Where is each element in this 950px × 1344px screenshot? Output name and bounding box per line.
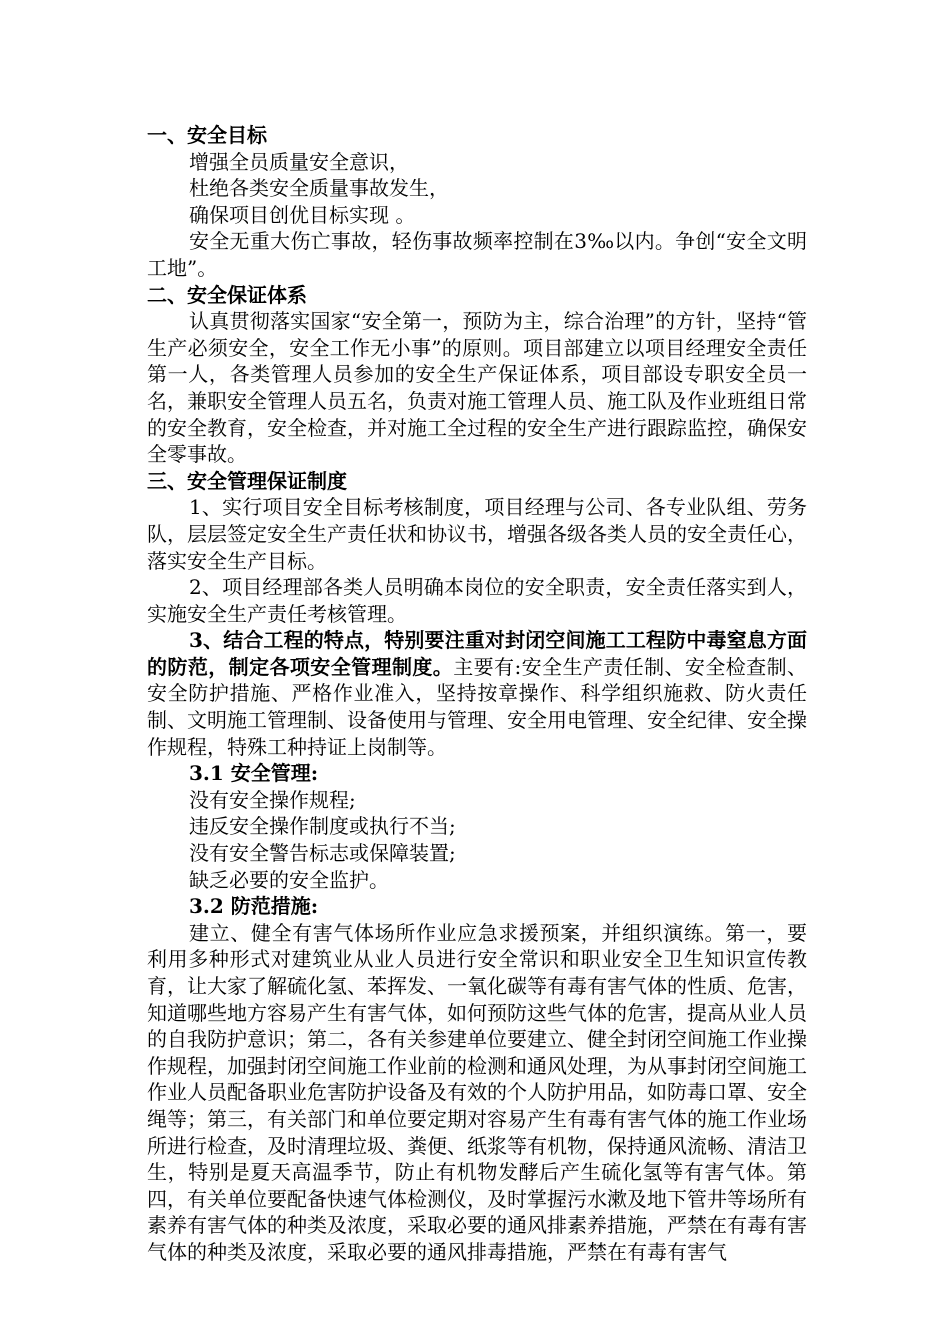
rule-paragraph-2: 2、项目经理部各类人员明确本岗位的安全职责，安全责任落实到人，实施安全生产责任考核管理。: [147, 575, 807, 626]
rule-paragraph-1: 1、实行项目安全目标考核制度，项目经理与公司、各专业队组、劳务队，层层签定安全生产责任状和协议书，增强各级各类人员的安全责任心，落实安全生产目标。: [147, 495, 807, 573]
rule-paragraph-3-emphasis: 3、结合工程的特点，特别要注重对封闭空间施工工程防中毒窒息方面的防范，制定各项安全管理制度。: [147, 628, 807, 679]
system-paragraph: 认真贯彻落实国家“安全第一，预防为主，综合治理”的方针，坚持“管生产必须安全，安全工作无小事”的原则。项目部建立以项目经理安全责任第一人，各类管理人员参加的安全生产保证体系，项目部设专职安全员一名，兼职安全管理人员五名，负责对施工管理人员、施工队及作业班组日常的安全教育，安全检查，并对施工全过程的安全生产进行跟踪监控，确保安全零事故。: [147, 309, 807, 467]
hazard-line: 违反安全操作制度或执行不当;: [189, 814, 456, 839]
section-heading: 三、安全管理保证制度: [147, 468, 347, 493]
rule-paragraph-3-rest: 主要有:安全生产责任制、安全检查制、安全防护措施、严格作业准入，坚持按章操作、科学组织施救、防火责任制、文明施工管理制、设备使用与管理、安全用电管理、安全纪律、安全操作规程，特殊工种持证上岗制等。: [147, 654, 807, 759]
hazard-line: 缺乏必要的安全监护。: [189, 867, 389, 892]
subsection-heading: 3.2 防范措施:: [189, 894, 319, 919]
measures-paragraph: 建立、健全有害气体场所作业应急求援预案，并组织演练。第一，要利用多种形式对建筑业从业人员进行安全常识和职业安全卫生知识宣传教育，让大家了解硫化氢、苯挥发、一氧化碳等有毒有害气体的性质、危害，知道哪些地方容易产生有害气体，如何预防这些气体的危害，提高从业人员的自我防护意识；第二，各有关参建单位要建立、健全封闭空间施工作业操作规程，加强封闭空间施工作业前的检测和通风处理，为从事封闭空间施工作业人员配备职业危害防护设备及有效的个人防护用品，如防毒口罩、安全绳等；第三，有关部门和单位要定期对容易产生有毒有害气体的施工作业场所进行检查，及时清理垃圾、粪便、纸浆等有机物，保持通风流畅、清洁卫生，特别是夏天高温季节，防止有机物发酵后产生硫化氢等有害气体。第四，有关单位要配备快速气体检测仪，及时掌握污水漱及地下管井等场所有素养有害气体的种类及浓度，采取必要的通风排素养措施，严禁在有毒有害气体的种类及浓度，采取必要的通风排毒措施，严禁在有毒有害气: [147, 920, 807, 1264]
goal-paragraph: 安全无重大伤亡事故，轻伤事故频率控制在3‰以内。争创“安全文明工地”。: [147, 229, 807, 280]
goal-line: 杜绝各类安全质量事故发生，: [189, 176, 449, 201]
rule-paragraph-3: [147, 627, 807, 760]
hazard-line: 没有安全警告标志或保障装置;: [189, 841, 456, 866]
section-heading: 二、安全保证体系: [147, 282, 307, 307]
hazard-line: 没有安全操作规程;: [189, 787, 356, 812]
section-heading: 一、安全目标: [147, 123, 267, 147]
goal-line: 确保项目创优目标实现 。: [189, 202, 416, 227]
subsection-heading: 3.1 安全管理:: [189, 761, 319, 786]
goal-line: 增强全员质量安全意识，: [189, 149, 409, 174]
document-page: [147, 122, 807, 1266]
